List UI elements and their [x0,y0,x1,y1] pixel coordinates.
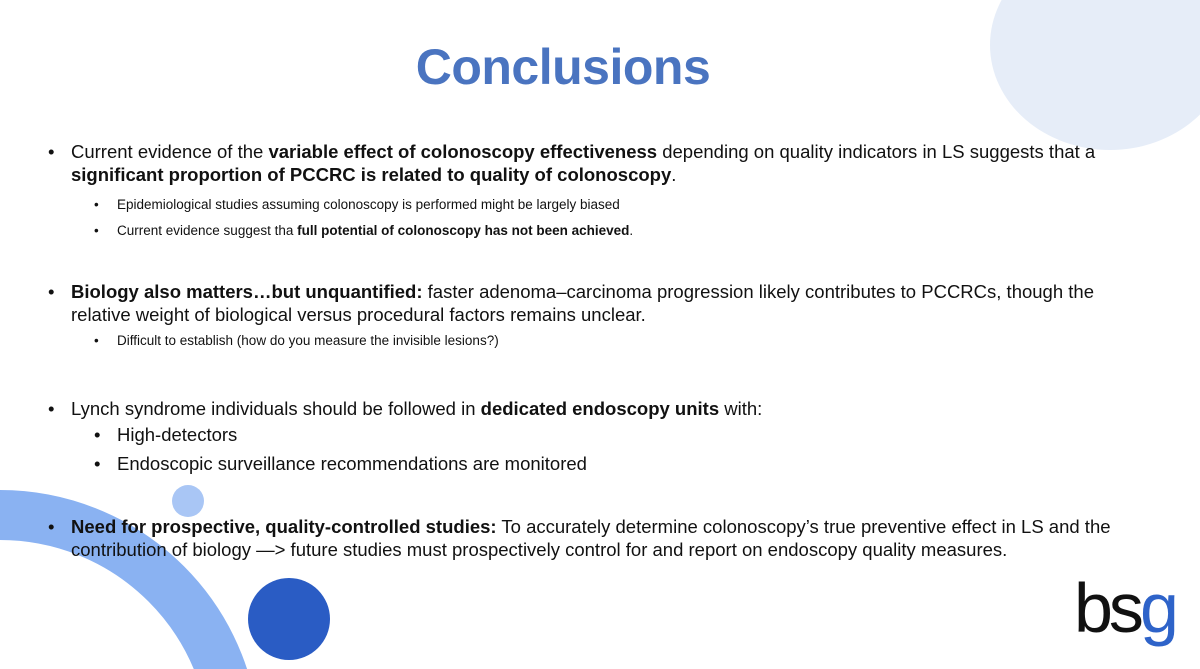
sub-bullet-item [94,449,1138,478]
decorative-dot-large [248,578,330,660]
bullet-text-bold: Biology also matters…but unquantified: [71,281,423,302]
bullet-item [48,140,1138,186]
sub-bullet-text: Difficult to establish (how do you measure the invisible lesions?) [117,333,499,348]
sub-bullet-text: . [629,223,634,238]
bullet-text: Current evidence of the [71,141,269,162]
bullet-list [48,140,1138,561]
bullet-text-bold: dedicated endoscopy units [480,398,720,419]
logo-text-dark: bs [1074,569,1140,647]
bullet-item [48,515,1138,561]
bullet-text: with: [719,398,763,419]
bullet-group-1 [48,140,1138,244]
sub-bullet-text: Epidemiological studies assuming colonoscopy is performed might be largely biased [117,197,620,212]
sub-bullet-text: Endoscopic surveillance recommendations are monitored [117,453,587,474]
sub-bullet-item [94,218,1138,244]
bullet-text: . [671,164,677,185]
bullet-group-3 [48,397,1138,478]
bullet-text-bold: variable effect of colonoscopy effectiveness [268,141,658,162]
bullet-group-2 [48,280,1138,354]
bullet-text: depending on quality indicators in LS suggests that a [657,141,1096,162]
bullet-text-bold: Need for prospective, quality-controlled studies: [71,516,497,537]
sub-bullet-item [94,192,1138,218]
sub-bullet-text-bold: full potential of colonoscopy has not been achieved [297,223,630,238]
bullet-text: To accurately determine colonoscopy’s true preventive effect in LS and the contribution of biology —> future studies must prospectively control for and report on endoscopy quality measures. [71,516,1111,560]
bullet-text: faster adenoma–carcinoma progression likely contributes to PCCRCs, though the relative weight of biological versus procedural factors remains unclear. [71,281,1094,325]
bullet-item [48,397,1138,420]
bullet-group-4 [48,515,1138,561]
logo-text-accent: g [1139,569,1175,647]
sub-bullet-text: High-detectors [117,424,238,445]
bullet-text-bold: significant proportion of PCCRC is related to quality of colonoscopy [71,164,672,185]
bullet-item [48,280,1138,326]
sub-bullet-item [94,328,1138,354]
slide-title: Conclusions [415,39,711,95]
bsg-logo [1074,568,1175,648]
sub-bullet-text: Current evidence suggest tha [117,223,298,238]
bullet-text: Lynch syndrome individuals should be followed in [71,398,481,419]
sub-bullet-item [94,420,1138,449]
